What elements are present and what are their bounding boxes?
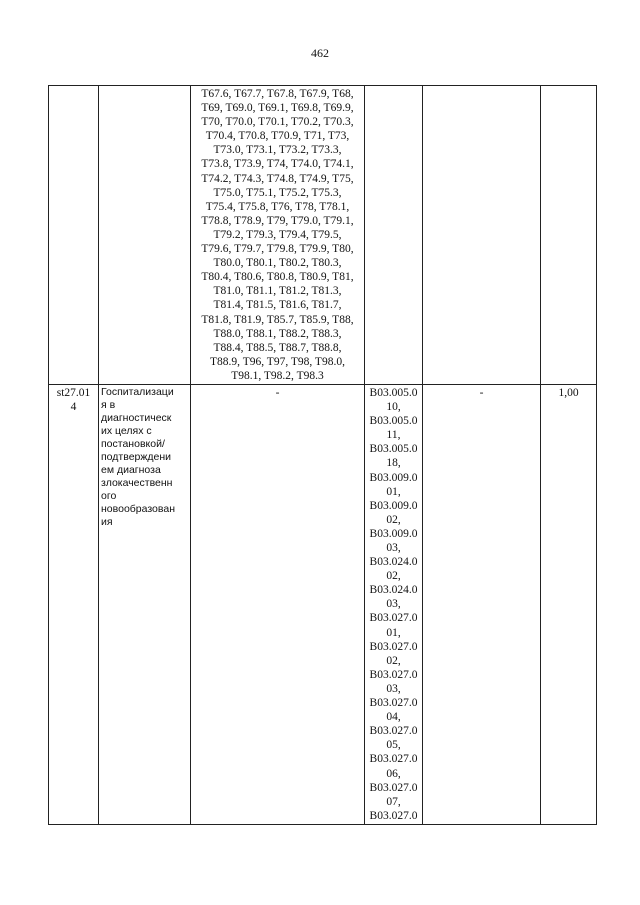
group-name-line: я в (101, 398, 116, 411)
diagnosis-code-line: T70.4, T70.8, T70.9, T71, T73, (205, 130, 350, 143)
service-codes-list (367, 386, 420, 823)
diagnosis-code-line: T79.6, T79.7, T79.8, T79.9, T80, (201, 243, 354, 256)
group-name (101, 386, 188, 529)
service-code-line: B03.024.0 (369, 584, 418, 597)
service-code-line: 18, (386, 457, 401, 470)
cell-other (423, 86, 541, 385)
table-row (49, 86, 597, 385)
diagnosis-code-line: T88.4, T88.5, T88.7, T88.8, (213, 341, 342, 354)
group-code (51, 386, 96, 414)
diagnosis-code-line: T88.0, T88.1, T88.2, T88.3, (213, 327, 342, 340)
diagnosis-code-line: T69, T69.0, T69.1, T69.8, T69.9, (201, 102, 354, 115)
service-code-line: B03.009.0 (369, 527, 418, 540)
group-code-line: 4 (70, 401, 77, 414)
cell-other (423, 384, 541, 824)
service-code-line: 05, (386, 739, 401, 752)
cell-services (365, 86, 423, 385)
service-code-line: 02, (386, 654, 401, 667)
service-code-line: 02, (386, 570, 401, 583)
diagnosis-code-line: T73.0, T73.1, T73.2, T73.3, (213, 144, 342, 157)
service-code-line: B03.027.0 (369, 753, 418, 766)
service-code-line: 03, (386, 682, 401, 695)
diagnosis-code-line: T74.2, T74.3, T74.8, T74.9, T75, (201, 172, 354, 185)
diagnosis-code-line: T75.0, T75.1, T75.2, T75.3, (213, 186, 342, 199)
diagnosis-code-line: T80.4, T80.6, T80.8, T80.9, T81, (201, 271, 354, 284)
diagnosis-code-line: T78.8, T78.9, T79, T79.0, T79.1, (201, 214, 354, 227)
coefficient-value: 1,00 (558, 386, 579, 399)
group-code-line: st27.01 (56, 386, 91, 399)
group-name-line: злокачественн (101, 476, 173, 489)
service-code-line: B03.009.0 (369, 499, 418, 512)
cell-services (365, 384, 423, 824)
service-code-line: 07, (386, 795, 401, 808)
service-code-line: B03.027.0 (369, 640, 418, 653)
service-code-line: 02, (386, 513, 401, 526)
service-code-line: 06, (386, 767, 401, 780)
service-code-line: B03.027.0 (369, 725, 418, 738)
service-code-line: 01, (386, 626, 401, 639)
cell-coefficient (541, 86, 597, 385)
group-name-line: ем диагноза (101, 463, 161, 476)
service-code-line: 01, (386, 485, 401, 498)
service-code-line: 03, (386, 542, 401, 554)
service-code-line: 03, (386, 598, 401, 611)
diagnosis-code-line: T98.1, T98.2, T98.3 (231, 369, 324, 382)
diagnosis-code-line: T67.6, T67.7, T67.8, T67.9, T68, (201, 88, 354, 100)
cell-coefficient (541, 384, 597, 824)
service-code-line: 11, (386, 429, 401, 442)
diagnosis-code-line: T80.0, T80.1, T80.2, T80.3, (213, 257, 342, 270)
group-name-line: ия (101, 515, 113, 528)
cell-diagnosis-codes (191, 86, 365, 385)
service-code-line: 04, (386, 711, 401, 724)
cell-code (49, 384, 99, 824)
diagnosis-code-line: T79.2, T79.3, T79.4, T79.5, (213, 228, 342, 241)
service-code-line: B03.005.0 (369, 443, 418, 456)
table-row (49, 384, 597, 824)
group-name-line: новообразован (101, 502, 175, 515)
diagnosis-code-line: T75.4, T75.8, T76, T78, T78.1, (205, 200, 350, 213)
diagnosis-code-line: T70, T70.0, T70.1, T70.2, T70.3, (201, 116, 354, 129)
service-code-line: B03.027.0 (369, 809, 418, 822)
group-name-line: их целях с (101, 424, 152, 437)
service-code-line: B03.027.0 (369, 668, 418, 681)
other-dash: - (479, 386, 484, 399)
cell-code (49, 86, 99, 385)
group-name-line: подтверждени (101, 450, 172, 463)
service-code-line: B03.027.0 (369, 697, 418, 710)
group-name-line: постановкой/ (101, 437, 165, 450)
cell-name (99, 384, 191, 824)
diagnosis-code-line: T81.8, T81.9, T85.7, T85.9, T88, (201, 313, 354, 326)
group-name-line: диагностическ (101, 411, 172, 424)
group-name-line: ого (101, 489, 117, 502)
diagnosis-codes-list (193, 87, 362, 383)
diagnosis-code-line: T73.8, T73.9, T74, T74.0, T74.1, (201, 158, 354, 171)
cell-name (99, 86, 191, 385)
page-number: 462 (311, 46, 329, 60)
document-table (48, 85, 597, 825)
service-code-line: B03.005.0 (369, 415, 418, 428)
diagnosis-code-line: T88.9, T96, T97, T98, T98.0, (210, 355, 345, 368)
service-code-line: B03.027.0 (369, 612, 418, 625)
group-name-line: Госпитализаци (101, 385, 174, 398)
service-code-line: 10, (386, 401, 401, 414)
service-code-line: B03.024.0 (369, 556, 418, 569)
diagnosis-dash: - (275, 386, 280, 399)
service-code-line: B03.005.0 (369, 386, 418, 399)
service-code-line: B03.009.0 (369, 471, 418, 484)
service-code-line: B03.027.0 (369, 781, 418, 794)
cell-diagnosis-codes (191, 384, 365, 824)
diagnosis-code-line: T81.0, T81.1, T81.2, T81.3, (213, 285, 342, 298)
diagnosis-code-line: T81.4, T81.5, T81.6, T81.7, (213, 299, 342, 312)
